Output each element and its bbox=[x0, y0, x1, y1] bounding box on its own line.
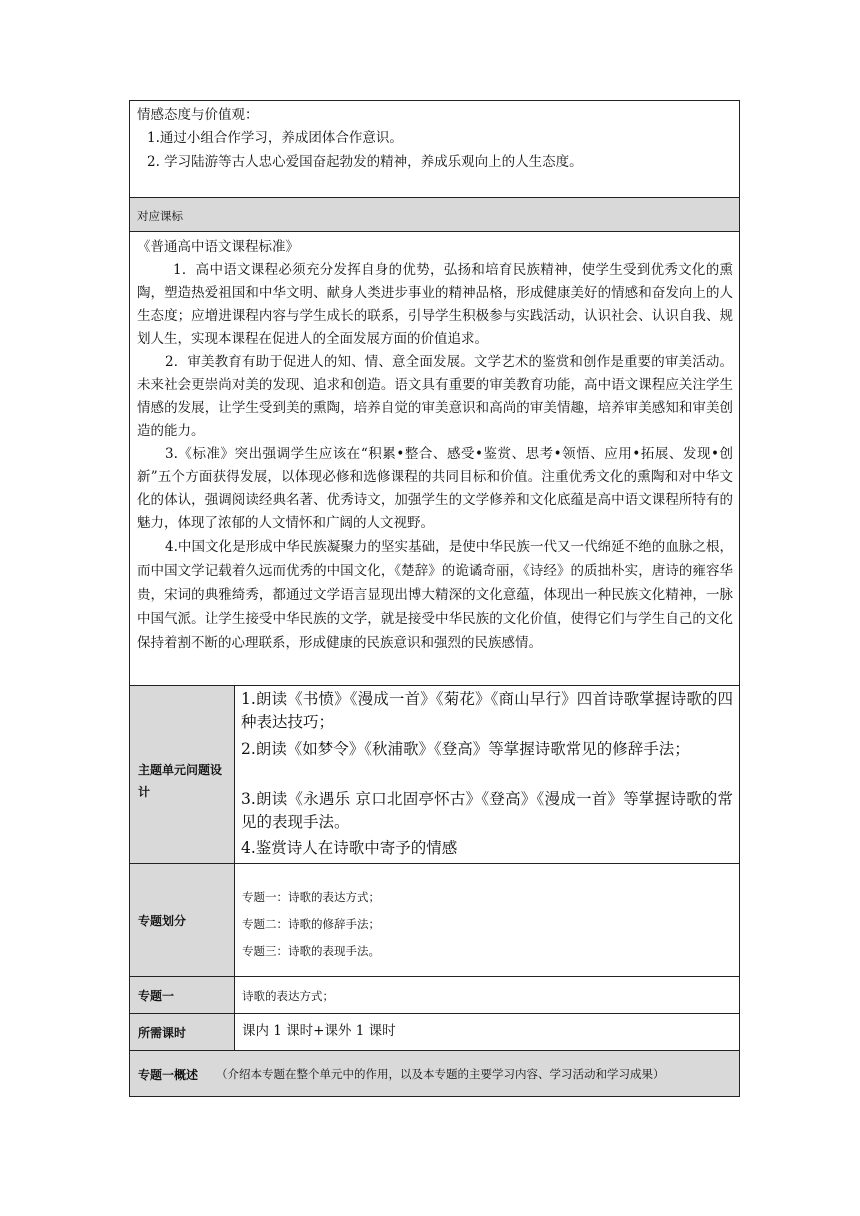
topic1-label: 专题一 bbox=[138, 989, 175, 1003]
questions-content bbox=[235, 686, 739, 863]
question-4: 4.鉴赏诗人在诗歌中寄予的情感 bbox=[241, 839, 458, 857]
values-section bbox=[130, 101, 739, 197]
division-item-3: 专题三：诗歌的表现手法。 bbox=[242, 944, 380, 958]
division-item-1: 专题一：诗歌的表达方式； bbox=[242, 890, 380, 904]
hours-label: 所需课时 bbox=[138, 1026, 187, 1040]
hours-content bbox=[235, 1014, 739, 1050]
lesson-plan-table bbox=[129, 100, 740, 1097]
questions-label: 主题单元问题设计 bbox=[138, 763, 223, 799]
values-item-1: 1.通过小组合作学习，养成团体合作意识。 bbox=[147, 130, 403, 146]
topic1-content bbox=[235, 977, 739, 1013]
topic1-label-cell bbox=[130, 977, 234, 1013]
overview-note: （介绍本专题在整个单元中的作用，以及本专题的主要学习内容、学习活动和学习成果） bbox=[216, 1067, 665, 1081]
standards-header: 对应课标 bbox=[137, 209, 183, 223]
division-content bbox=[235, 864, 739, 976]
hours-value: 课内 1 课时+课外 1 课时 bbox=[242, 1023, 396, 1039]
label-column-divider bbox=[234, 685, 235, 1051]
topic1-value: 诗歌的表达方式； bbox=[242, 989, 334, 1003]
division-label: 专题划分 bbox=[138, 914, 187, 928]
values-title: 情感态度与价值观： bbox=[137, 107, 259, 123]
hours-label-cell bbox=[130, 1014, 234, 1050]
division-label-cell bbox=[130, 864, 234, 976]
standards-section bbox=[130, 232, 739, 685]
question-3: 3.朗读《永遇乐 京口北固亭怀古》《登高》《漫成一首》等掌握诗歌的常见的表现手法。 bbox=[241, 790, 733, 831]
standards-header-row bbox=[130, 198, 739, 231]
standards-book-title: 《普通高中语文课程标准》 bbox=[137, 239, 299, 255]
standards-paragraph-2: 2．审美教育有助于促进人的知、情、意全面发展。文学艺术的鉴赏和创作是重要的审美活动。未来社会更崇尚对美的发现、追求和创造。语文具有重要的审美教育功能，高中语文课程应关注学生情感的发展，让学生受到美的熏陶，培养自觉的审美意识和高尚的审美情趣，培养审美感知和审美创造的能力。 bbox=[137, 354, 733, 439]
division-item-2: 专题二：诗歌的修辞手法； bbox=[242, 917, 380, 931]
standards-paragraph-4: 4.中国文化是形成中华民族凝聚力的坚实基础，是使中华民族一代又一代绵延不绝的血脉之根，而中国文学记载着久远而优秀的中国文化，《楚辞》的诡谲奇丽，《诗经》的质拙朴实，唐诗的雍容华贵，宋词的典雅绮秀，都通过文学语言显现出博大精深的文化意蕴，体现出一种民族文化精神，一脉中国气派。让学生接受中华民族的文学，就是接受中华民族的文化价值，使得它们与学生自己的文化保持着割不断的心理联系，形成健康的民族意识和强烈的民族感情。 bbox=[137, 539, 733, 651]
standards-paragraph-1: 1．高中语文课程必须充分发挥自身的优势，弘扬和培育民族精神，使学生受到优秀文化的熏陶，塑造热爱祖国和中华文明、献身人类进步事业的精神品格，形成健康美好的情感和奋发向上的人生态度；应增进课程内容与学生成长的联系，引导学生积极参与实践活动，认识社会、认识自我、规划人生，实现本课程在促进人的全面发展方面的价值追求。 bbox=[137, 262, 733, 347]
overview-row bbox=[130, 1051, 739, 1096]
values-item-2: 2. 学习陆游等古人忠心爱国奋起勃发的精神，养成乐观向上的人生态度。 bbox=[147, 154, 583, 170]
question-1: 1.朗读《书愤》《漫成一首》《菊花》《商山早行》四首诗歌掌握诗歌的四种表达技巧； bbox=[241, 690, 733, 731]
questions-label-cell bbox=[130, 686, 234, 863]
overview-label: 专题一概述 bbox=[138, 1068, 199, 1082]
standards-paragraph-3: 3.《标准》突出强调学生应该在“积累•整合、感受•鉴赏、思考•领悟、应用•拓展、发现•创新”五个方面获得发展，以体现必修和选修课程的共同目标和价值。注重优秀文化的熏陶和对中华文化的体认，强调阅读经典名著、优秀诗文，加强学生的文学修养和文化底蕴是高中语文课程所特有的魅力，体现了浓郁的人文情怀和广阔的人文视野。 bbox=[137, 446, 733, 531]
question-2: 2.朗读《如梦令》《秋浦歌》《登高》等掌握诗歌常见的修辞手法； bbox=[241, 740, 690, 758]
